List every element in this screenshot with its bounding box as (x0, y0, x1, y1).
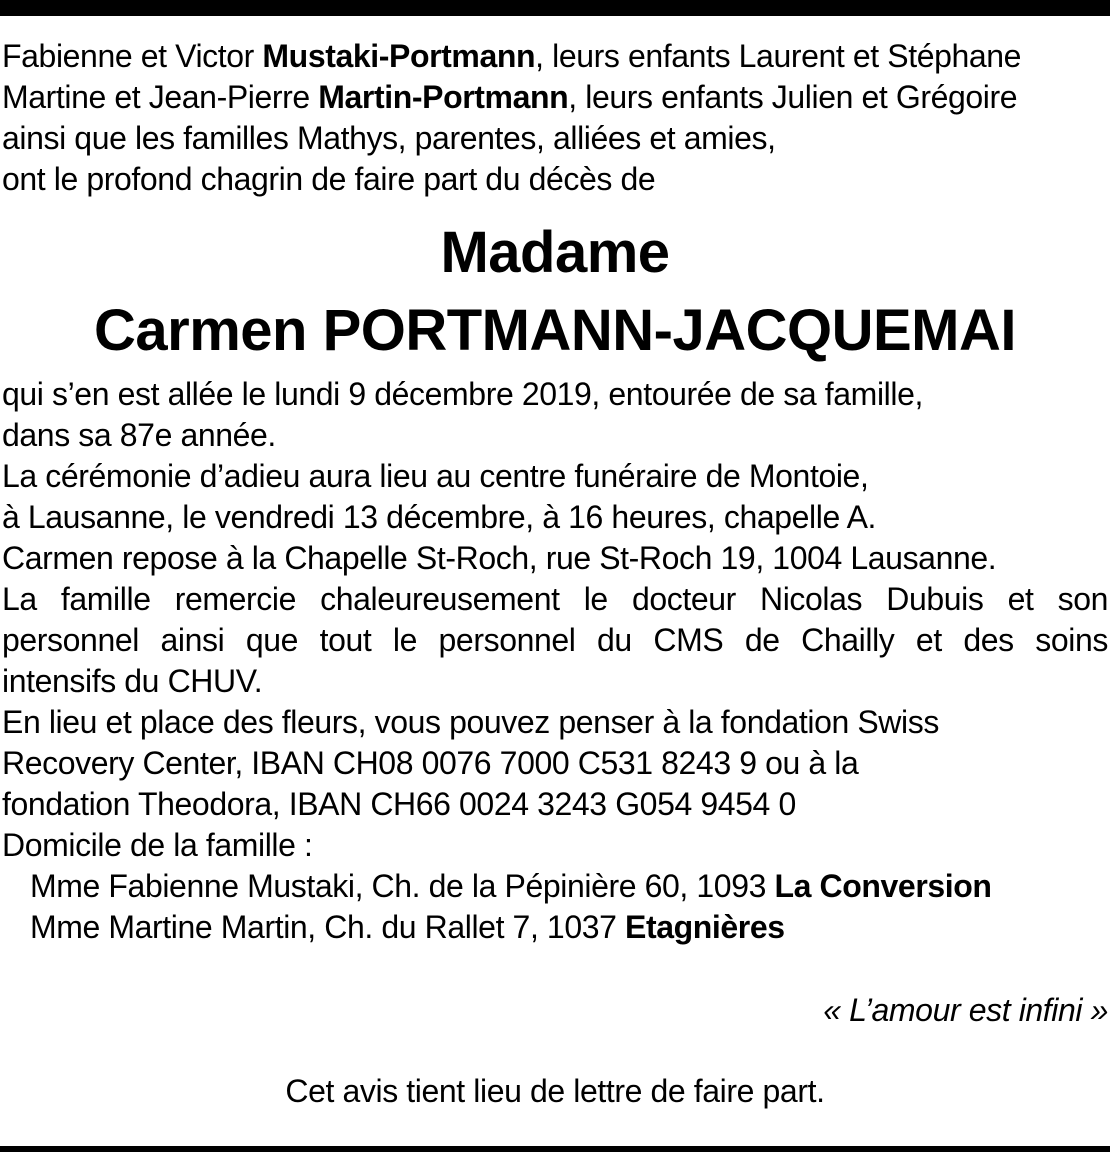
deceased-name: Carmen PORTMANN-JACQUEMAI (93, 298, 1016, 363)
body-line-9: En lieu et place des fleurs, vous pouvez penser à la fondation Swiss (2, 704, 939, 740)
bottom-rule (0, 1146, 1110, 1152)
intro-line-1: Fabienne et Victor Mustaki-Portmann, leurs enfants Laurent et Stéphane (2, 38, 1022, 74)
body-line-6: La famille remercie chaleureusement le docteur Nicolas Dubuis et son (2, 581, 1108, 617)
family-name-martin: Martin-Portmann (318, 79, 569, 115)
body-line-2: dans sa 87e année. (2, 417, 276, 453)
address-city-2: Etagnières (625, 909, 785, 945)
closing-note: Cet avis tient lieu de lettre de faire part. (285, 1073, 825, 1109)
family-name-mustaki: Mustaki-Portmann (262, 38, 536, 74)
intro-line-2: Martine et Jean-Pierre Martin-Portmann, leurs enfants Julien et Grégoire (2, 79, 1018, 115)
obituary-notice (2, 36, 1108, 1112)
body-line-1: qui s’en est allée le lundi 9 décembre 2019, entourée de sa famille, (2, 376, 923, 412)
body-line-10: Recovery Center, IBAN CH08 0076 7000 C531 8243 9 ou à la (2, 745, 859, 781)
top-rule (0, 0, 1110, 16)
address-line-1: Mme Fabienne Mustaki, Ch. de la Pépinière 60, 1093 La Conversion (30, 868, 992, 904)
address-city-1: La Conversion (774, 868, 992, 904)
body-line-11: fondation Theodora, IBAN CH66 0024 3243 G054 9454 0 (2, 786, 796, 822)
body-line-5: Carmen repose à la Chapelle St-Roch, rue St-Roch 19, 1004 Lausanne. (2, 540, 997, 576)
body-line-8: intensifs du CHUV. (2, 663, 263, 699)
body-line-3: La cérémonie d’adieu aura lieu au centre funéraire de Montoie, (2, 458, 869, 494)
quote: « L’amour est infini » (823, 992, 1108, 1028)
deceased-heading (2, 214, 1108, 370)
address-line-2: Mme Martine Martin, Ch. du Rallet 7, 1037 Etagnières (30, 909, 785, 945)
intro-line-3: ainsi que les familles Mathys, parentes, alliées et amies, (2, 120, 776, 156)
body-line-12: Domicile de la famille : (2, 827, 313, 863)
body-line-4: à Lausanne, le vendredi 13 décembre, à 16 heures, chapelle A. (2, 499, 877, 535)
intro-line-4: ont le profond chagrin de faire part du décès de (2, 161, 656, 197)
body-line-7: personnel ainsi que tout le personnel du CMS de Chailly et des soins (2, 622, 1108, 658)
deceased-title: Madame (440, 220, 670, 285)
